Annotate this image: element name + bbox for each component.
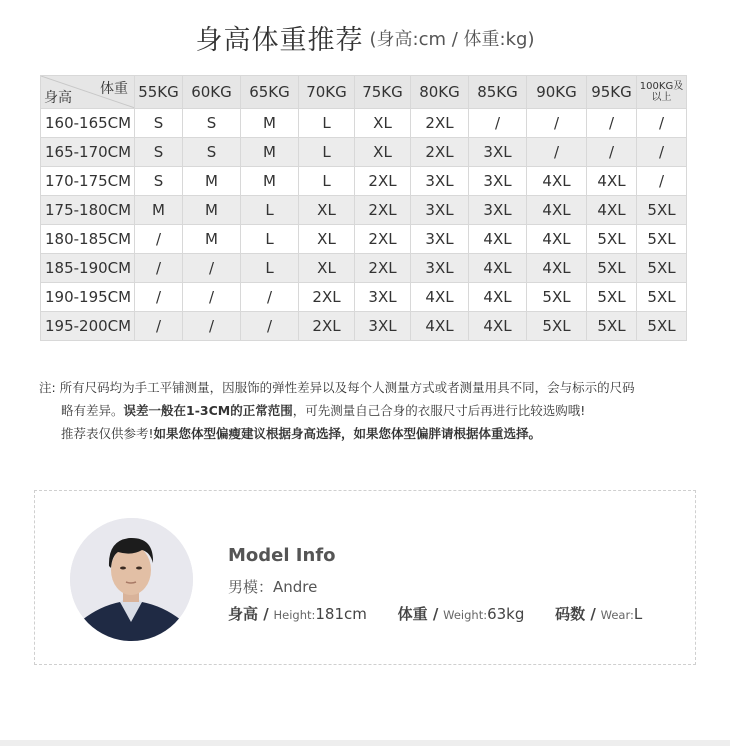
height-range-cell: 170-175CM bbox=[41, 167, 135, 196]
height-range-cell: 195-200CM bbox=[41, 312, 135, 341]
wear-en-label: Wear: bbox=[600, 608, 634, 622]
height-range-cell: 165-170CM bbox=[41, 138, 135, 167]
size-cell: 5XL bbox=[587, 312, 637, 341]
size-cell: XL bbox=[299, 225, 355, 254]
note-line-2 bbox=[39, 399, 699, 422]
size-cell: S bbox=[183, 138, 241, 167]
weight-header-cell: 85KG bbox=[469, 76, 527, 109]
note-line-1: 注: 所有尺码均为手工平铺测量，因服饰的弹性差异以及每个人测量方式或者测量用具不同，会与标示的尺码 bbox=[39, 380, 635, 395]
model-avatar bbox=[70, 518, 193, 641]
size-cell: XL bbox=[355, 109, 411, 138]
size-cell: 2XL bbox=[299, 283, 355, 312]
model-height bbox=[228, 603, 367, 624]
wear-label: 码数 / bbox=[555, 605, 596, 623]
size-cell: / bbox=[527, 109, 587, 138]
size-cell: 4XL bbox=[527, 167, 587, 196]
size-cell: XL bbox=[299, 254, 355, 283]
note-line-3b: 如果您体型偏瘦建议根据身高选择，如果您体型偏胖请根据体重选择。 bbox=[153, 426, 542, 441]
size-row bbox=[41, 138, 687, 167]
size-notes bbox=[39, 376, 699, 445]
size-cell: M bbox=[183, 167, 241, 196]
size-cell: M bbox=[135, 196, 183, 225]
size-cell: 5XL bbox=[637, 196, 687, 225]
size-cell: M bbox=[183, 196, 241, 225]
size-cell: / bbox=[135, 283, 183, 312]
model-info-card bbox=[34, 490, 696, 665]
size-cell: 3XL bbox=[411, 254, 469, 283]
size-cell: / bbox=[469, 109, 527, 138]
size-cell: S bbox=[135, 138, 183, 167]
size-cell: 5XL bbox=[637, 312, 687, 341]
title-units: (身高:cm / 体重:kg) bbox=[369, 28, 535, 50]
size-cell: S bbox=[135, 109, 183, 138]
size-cell: / bbox=[587, 109, 637, 138]
weight-header-cell-last bbox=[637, 76, 687, 109]
weight-header-cell: 75KG bbox=[355, 76, 411, 109]
size-cell: 4XL bbox=[527, 196, 587, 225]
size-cell: L bbox=[299, 167, 355, 196]
size-cell: 2XL bbox=[411, 138, 469, 167]
size-cell: 3XL bbox=[411, 196, 469, 225]
size-cell: / bbox=[183, 312, 241, 341]
height-range-cell: 180-185CM bbox=[41, 225, 135, 254]
note-line-2a: 略有差异。 bbox=[61, 403, 124, 418]
size-row bbox=[41, 312, 687, 341]
weight-header-last-line1: 100KG及 bbox=[639, 81, 684, 92]
size-cell: 2XL bbox=[355, 167, 411, 196]
model-name: 男模：Andre bbox=[228, 578, 318, 596]
size-cell: 5XL bbox=[527, 283, 587, 312]
weight-header-cell: 55KG bbox=[135, 76, 183, 109]
model-portrait-image bbox=[70, 518, 193, 641]
size-cell: L bbox=[241, 254, 299, 283]
size-cell: 5XL bbox=[587, 283, 637, 312]
page-title bbox=[0, 18, 730, 57]
size-cell: L bbox=[241, 225, 299, 254]
size-cell: 5XL bbox=[637, 283, 687, 312]
size-cell: 2XL bbox=[355, 196, 411, 225]
size-cell: M bbox=[183, 225, 241, 254]
model-weight bbox=[398, 603, 525, 624]
size-cell: 3XL bbox=[411, 225, 469, 254]
size-chart-table bbox=[40, 75, 687, 341]
size-cell: 4XL bbox=[527, 254, 587, 283]
bottom-divider bbox=[0, 740, 730, 746]
size-cell: / bbox=[637, 109, 687, 138]
size-cell: M bbox=[241, 167, 299, 196]
size-cell: M bbox=[241, 138, 299, 167]
weight-header-cell: 90KG bbox=[527, 76, 587, 109]
size-cell: / bbox=[183, 283, 241, 312]
size-cell: / bbox=[241, 312, 299, 341]
note-line-3a: 推荐表仅供参考! bbox=[61, 426, 154, 441]
size-cell: / bbox=[637, 167, 687, 196]
size-row bbox=[41, 283, 687, 312]
size-cell: 4XL bbox=[411, 312, 469, 341]
weight-label: 体重 / bbox=[397, 605, 439, 623]
size-cell: 4XL bbox=[469, 225, 527, 254]
size-cell: 3XL bbox=[411, 167, 469, 196]
size-cell: S bbox=[135, 167, 183, 196]
size-cell: / bbox=[587, 138, 637, 167]
size-row bbox=[41, 225, 687, 254]
weight-header-cell: 95KG bbox=[587, 76, 637, 109]
size-cell: 4XL bbox=[527, 225, 587, 254]
size-cell: 4XL bbox=[469, 254, 527, 283]
size-cell: 2XL bbox=[355, 225, 411, 254]
size-cell: / bbox=[135, 312, 183, 341]
size-cell: 5XL bbox=[527, 312, 587, 341]
height-range-cell: 160-165CM bbox=[41, 109, 135, 138]
size-cell: S bbox=[183, 109, 241, 138]
height-label: 身高 / bbox=[228, 605, 269, 623]
size-cell: XL bbox=[355, 138, 411, 167]
size-row bbox=[41, 109, 687, 138]
size-cell: 4XL bbox=[469, 312, 527, 341]
size-cell: / bbox=[241, 283, 299, 312]
size-cell: / bbox=[135, 225, 183, 254]
height-range-cell: 185-190CM bbox=[41, 254, 135, 283]
size-row bbox=[41, 254, 687, 283]
size-cell: 4XL bbox=[411, 283, 469, 312]
size-cell: 3XL bbox=[355, 283, 411, 312]
weight-header-cell: 80KG bbox=[411, 76, 469, 109]
weight-header-cell: 65KG bbox=[241, 76, 299, 109]
size-cell: 3XL bbox=[469, 167, 527, 196]
size-cell: 3XL bbox=[469, 196, 527, 225]
size-cell: / bbox=[637, 138, 687, 167]
size-cell: 2XL bbox=[299, 312, 355, 341]
size-cell: / bbox=[527, 138, 587, 167]
height-range-cell: 175-180CM bbox=[41, 196, 135, 225]
note-line-3 bbox=[39, 422, 699, 445]
weight-header-cell: 60KG bbox=[183, 76, 241, 109]
model-info-title: Model Info bbox=[228, 545, 336, 566]
size-cell: M bbox=[241, 109, 299, 138]
size-cell: XL bbox=[299, 196, 355, 225]
weight-header-row bbox=[41, 76, 687, 109]
size-cell: 4XL bbox=[587, 167, 637, 196]
size-cell: 3XL bbox=[469, 138, 527, 167]
height-value: 181cm bbox=[315, 605, 367, 623]
weight-header-last-line2: 以上 bbox=[651, 92, 672, 103]
model-stats bbox=[228, 603, 668, 624]
size-cell: 2XL bbox=[411, 109, 469, 138]
note-line-2b: 误差一般在1-3CM的正常范围 bbox=[123, 403, 293, 418]
weight-en-label: Weight: bbox=[443, 608, 488, 622]
size-cell: 4XL bbox=[469, 283, 527, 312]
size-cell: L bbox=[299, 109, 355, 138]
size-cell: 3XL bbox=[355, 312, 411, 341]
size-cell: L bbox=[299, 138, 355, 167]
model-wear bbox=[555, 603, 642, 624]
weight-header-cell: 70KG bbox=[299, 76, 355, 109]
size-cell: 5XL bbox=[587, 225, 637, 254]
size-cell: 5XL bbox=[637, 254, 687, 283]
size-cell: L bbox=[241, 196, 299, 225]
note-line-2c: ，可先测量自己合身的衣服尺寸后再进行比较选购哦! bbox=[292, 403, 586, 418]
size-cell: 2XL bbox=[355, 254, 411, 283]
table-corner-cell bbox=[41, 76, 135, 109]
size-cell: / bbox=[135, 254, 183, 283]
weight-value: 63kg bbox=[487, 605, 525, 623]
corner-weight-label: 体重 bbox=[100, 81, 128, 97]
size-cell: 4XL bbox=[587, 196, 637, 225]
size-row bbox=[41, 196, 687, 225]
size-cell: 5XL bbox=[587, 254, 637, 283]
size-cell: 5XL bbox=[637, 225, 687, 254]
size-cell: / bbox=[183, 254, 241, 283]
height-en-label: Height: bbox=[273, 608, 316, 622]
size-row bbox=[41, 167, 687, 196]
title-main: 身高体重推荐 bbox=[195, 25, 364, 56]
height-range-cell: 190-195CM bbox=[41, 283, 135, 312]
corner-height-label: 身高 bbox=[44, 90, 72, 106]
wear-value: L bbox=[633, 605, 643, 623]
